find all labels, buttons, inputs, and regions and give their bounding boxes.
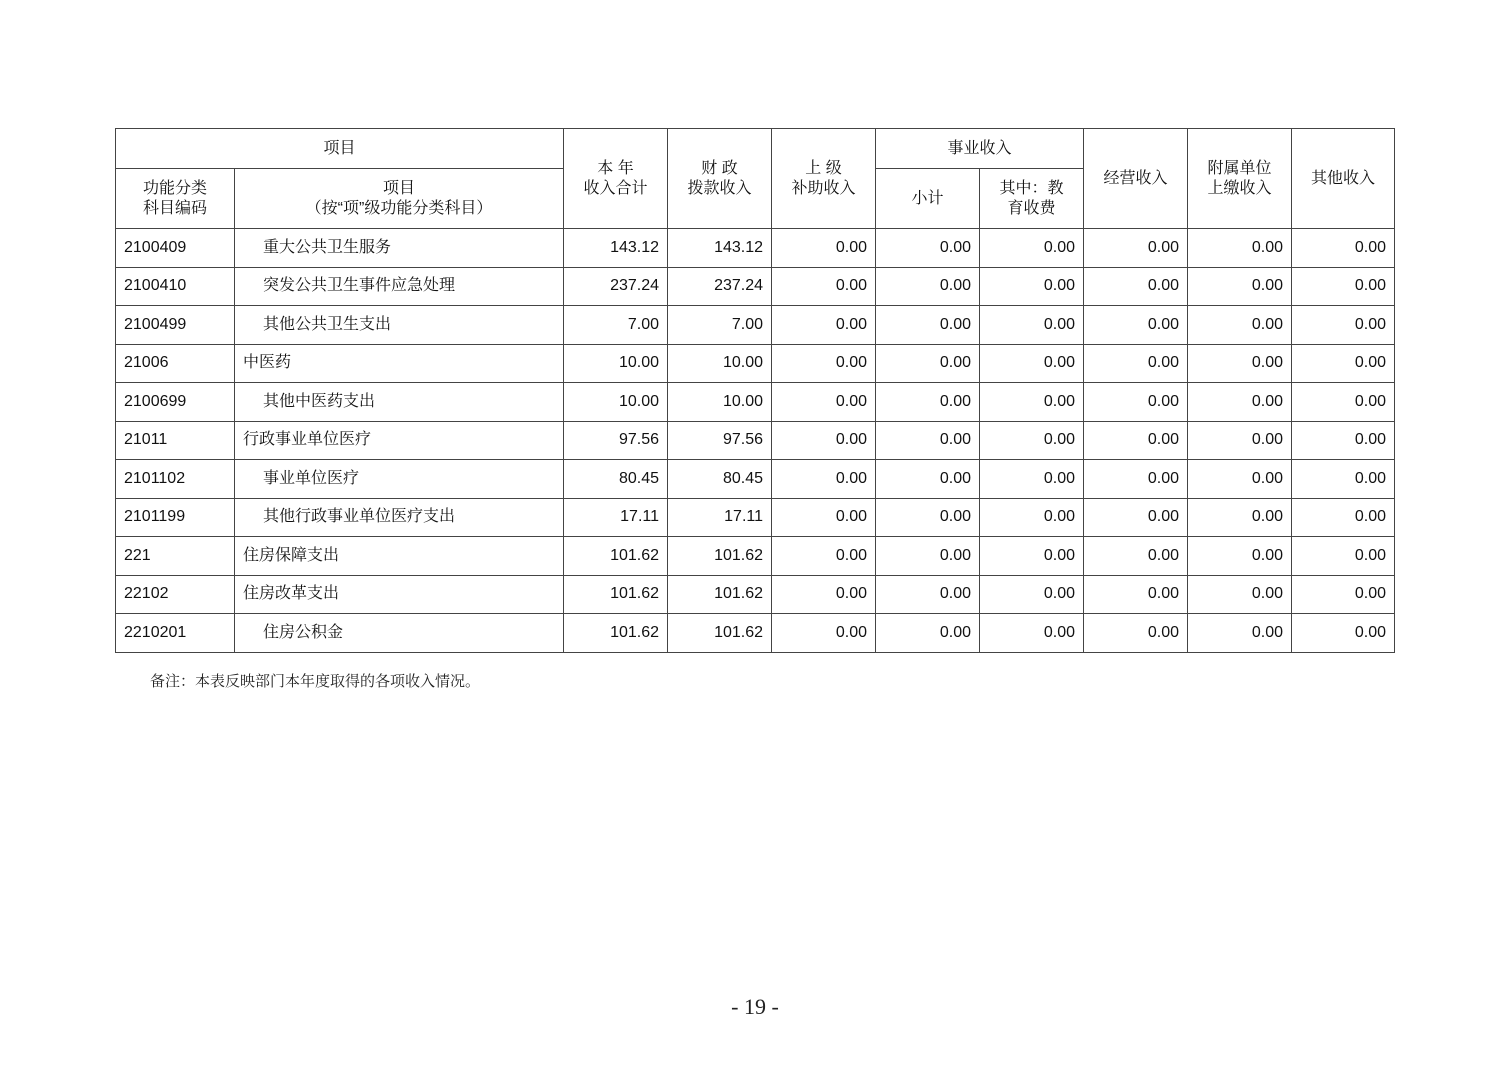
row-value-fiscal: 143.12 — [668, 229, 772, 268]
row-value-other: 0.00 — [1292, 306, 1395, 345]
row-code: 2100409 — [116, 229, 235, 268]
row-value-other: 0.00 — [1292, 344, 1395, 383]
row-value-fiscal: 7.00 — [668, 306, 772, 345]
row-value-education-fee: 0.00 — [980, 498, 1084, 537]
header-fiscal-line-2: 拨款收入 — [687, 179, 752, 197]
header-item-line-2: （按“项”级功能分类科目） — [305, 199, 493, 217]
row-value-affiliated: 0.00 — [1188, 421, 1292, 460]
row-code: 2101199 — [116, 498, 235, 537]
header-other-income: 其他收入 — [1292, 129, 1395, 229]
row-value-superior: 0.00 — [772, 306, 876, 345]
row-code: 2100699 — [116, 383, 235, 422]
row-value-education-fee: 0.00 — [980, 537, 1084, 576]
row-value-operating: 0.00 — [1084, 421, 1188, 460]
row-value-fiscal: 17.11 — [668, 498, 772, 537]
row-value-operating: 0.00 — [1084, 537, 1188, 576]
row-value-superior: 0.00 — [772, 267, 876, 306]
row-name: 其他行政事业单位医疗支出 — [235, 498, 564, 537]
row-value-operating: 0.00 — [1084, 229, 1188, 268]
row-value-total: 97.56 — [564, 421, 668, 460]
table-row — [116, 229, 1395, 268]
row-value-education-fee: 0.00 — [980, 383, 1084, 422]
row-value-subtotal: 0.00 — [876, 421, 980, 460]
row-name: 行政事业单位医疗 — [235, 421, 564, 460]
row-value-other: 0.00 — [1292, 421, 1395, 460]
row-value-operating: 0.00 — [1084, 344, 1188, 383]
row-value-affiliated: 0.00 — [1188, 537, 1292, 576]
row-name: 突发公共卫生事件应急处理 — [235, 267, 564, 306]
row-code: 2101102 — [116, 460, 235, 499]
table-row — [116, 498, 1395, 537]
row-value-total: 101.62 — [564, 575, 668, 614]
header-business-income: 事业收入 — [876, 129, 1084, 169]
header-superior-line-2: 补助收入 — [791, 179, 856, 197]
row-value-education-fee: 0.00 — [980, 575, 1084, 614]
header-item-name — [235, 169, 564, 229]
row-value-education-fee: 0.00 — [980, 267, 1084, 306]
row-value-other: 0.00 — [1292, 460, 1395, 499]
row-name: 其他公共卫生支出 — [235, 306, 564, 345]
row-value-subtotal: 0.00 — [876, 229, 980, 268]
row-value-other: 0.00 — [1292, 614, 1395, 653]
row-code: 2210201 — [116, 614, 235, 653]
table-row — [116, 306, 1395, 345]
table-row — [116, 383, 1395, 422]
header-total-line-2: 收入合计 — [583, 179, 648, 197]
row-value-superior: 0.00 — [772, 537, 876, 576]
row-value-affiliated: 0.00 — [1188, 575, 1292, 614]
header-affiliated-line-2: 上缴收入 — [1207, 179, 1272, 197]
row-value-fiscal: 101.62 — [668, 614, 772, 653]
header-superior-line-1: 上 级 — [805, 159, 842, 177]
row-value-total: 10.00 — [564, 344, 668, 383]
row-value-other: 0.00 — [1292, 575, 1395, 614]
row-value-subtotal: 0.00 — [876, 267, 980, 306]
row-value-affiliated: 0.00 — [1188, 383, 1292, 422]
header-education-fee — [980, 169, 1084, 229]
header-fiscal-appropriation — [668, 129, 772, 229]
row-value-fiscal: 101.62 — [668, 537, 772, 576]
row-value-other: 0.00 — [1292, 537, 1395, 576]
row-value-superior: 0.00 — [772, 383, 876, 422]
header-item-line-1: 项目 — [383, 179, 416, 197]
table-row — [116, 460, 1395, 499]
row-value-education-fee: 0.00 — [980, 614, 1084, 653]
row-value-operating: 0.00 — [1084, 460, 1188, 499]
row-code: 22102 — [116, 575, 235, 614]
row-value-superior: 0.00 — [772, 498, 876, 537]
header-code-line-1: 功能分类 — [142, 179, 207, 197]
table-body — [116, 229, 1395, 653]
footnote: 备注：本表反映部门本年度取得的各项收入情况。 — [150, 672, 481, 690]
row-name: 重大公共卫生服务 — [235, 229, 564, 268]
row-code: 2100499 — [116, 306, 235, 345]
row-value-fiscal: 101.62 — [668, 575, 772, 614]
row-value-other: 0.00 — [1292, 267, 1395, 306]
header-affiliated-line-1: 附属单位 — [1207, 159, 1272, 177]
revenue-table — [115, 128, 1395, 653]
table-row — [116, 614, 1395, 653]
row-value-operating: 0.00 — [1084, 383, 1188, 422]
row-value-total: 143.12 — [564, 229, 668, 268]
row-value-subtotal: 0.00 — [876, 306, 980, 345]
row-name: 中医药 — [235, 344, 564, 383]
row-value-superior: 0.00 — [772, 421, 876, 460]
row-value-other: 0.00 — [1292, 229, 1395, 268]
header-project: 项目 — [116, 129, 564, 169]
table-row — [116, 344, 1395, 383]
row-value-fiscal: 97.56 — [668, 421, 772, 460]
header-operating-income: 经营收入 — [1084, 129, 1188, 229]
row-value-total: 237.24 — [564, 267, 668, 306]
row-value-superior: 0.00 — [772, 229, 876, 268]
row-value-affiliated: 0.00 — [1188, 344, 1292, 383]
page-number: - 19 - — [731, 994, 779, 1019]
header-edu-line-2: 育收费 — [1007, 199, 1056, 217]
row-code: 221 — [116, 537, 235, 576]
row-value-total: 101.62 — [564, 537, 668, 576]
row-value-education-fee: 0.00 — [980, 421, 1084, 460]
row-value-other: 0.00 — [1292, 498, 1395, 537]
header-superior-subsidy — [772, 129, 876, 229]
row-code: 2100410 — [116, 267, 235, 306]
row-name: 住房改革支出 — [235, 575, 564, 614]
row-value-fiscal: 10.00 — [668, 383, 772, 422]
row-value-education-fee: 0.00 — [980, 229, 1084, 268]
row-value-other: 0.00 — [1292, 383, 1395, 422]
row-value-affiliated: 0.00 — [1188, 498, 1292, 537]
table-row — [116, 267, 1395, 306]
row-code: 21006 — [116, 344, 235, 383]
row-value-superior: 0.00 — [772, 460, 876, 499]
row-value-total: 101.62 — [564, 614, 668, 653]
row-value-operating: 0.00 — [1084, 267, 1188, 306]
table-row — [116, 575, 1395, 614]
row-value-total: 17.11 — [564, 498, 668, 537]
row-value-affiliated: 0.00 — [1188, 267, 1292, 306]
row-name: 住房公积金 — [235, 614, 564, 653]
row-value-total: 80.45 — [564, 460, 668, 499]
row-value-subtotal: 0.00 — [876, 614, 980, 653]
row-value-education-fee: 0.00 — [980, 460, 1084, 499]
header-total-income — [564, 129, 668, 229]
row-value-education-fee: 0.00 — [980, 344, 1084, 383]
row-value-subtotal: 0.00 — [876, 460, 980, 499]
row-name: 事业单位医疗 — [235, 460, 564, 499]
row-value-subtotal: 0.00 — [876, 575, 980, 614]
row-value-total: 7.00 — [564, 306, 668, 345]
header-subtotal: 小计 — [876, 169, 980, 229]
row-value-affiliated: 0.00 — [1188, 306, 1292, 345]
row-value-affiliated: 0.00 — [1188, 229, 1292, 268]
row-value-superior: 0.00 — [772, 614, 876, 653]
row-value-subtotal: 0.00 — [876, 383, 980, 422]
row-value-operating: 0.00 — [1084, 575, 1188, 614]
row-value-affiliated: 0.00 — [1188, 614, 1292, 653]
row-value-superior: 0.00 — [772, 344, 876, 383]
row-value-fiscal: 80.45 — [668, 460, 772, 499]
header-fiscal-line-1: 财 政 — [701, 159, 738, 177]
header-function-code — [116, 169, 235, 229]
row-value-fiscal: 237.24 — [668, 267, 772, 306]
row-value-subtotal: 0.00 — [876, 537, 980, 576]
row-value-superior: 0.00 — [772, 575, 876, 614]
row-value-subtotal: 0.00 — [876, 498, 980, 537]
header-edu-line-1: 其中：教 — [999, 179, 1064, 197]
row-value-affiliated: 0.00 — [1188, 460, 1292, 499]
row-value-subtotal: 0.00 — [876, 344, 980, 383]
row-code: 21011 — [116, 421, 235, 460]
table-row — [116, 537, 1395, 576]
row-name: 住房保障支出 — [235, 537, 564, 576]
row-value-operating: 0.00 — [1084, 498, 1188, 537]
row-name: 其他中医药支出 — [235, 383, 564, 422]
row-value-education-fee: 0.00 — [980, 306, 1084, 345]
row-value-operating: 0.00 — [1084, 306, 1188, 345]
row-value-fiscal: 10.00 — [668, 344, 772, 383]
table-row — [116, 421, 1395, 460]
header-code-line-2: 科目编码 — [142, 199, 207, 217]
header-affiliated-income — [1188, 129, 1292, 229]
header-total-line-1: 本 年 — [597, 159, 634, 177]
row-value-operating: 0.00 — [1084, 614, 1188, 653]
row-value-total: 10.00 — [564, 383, 668, 422]
